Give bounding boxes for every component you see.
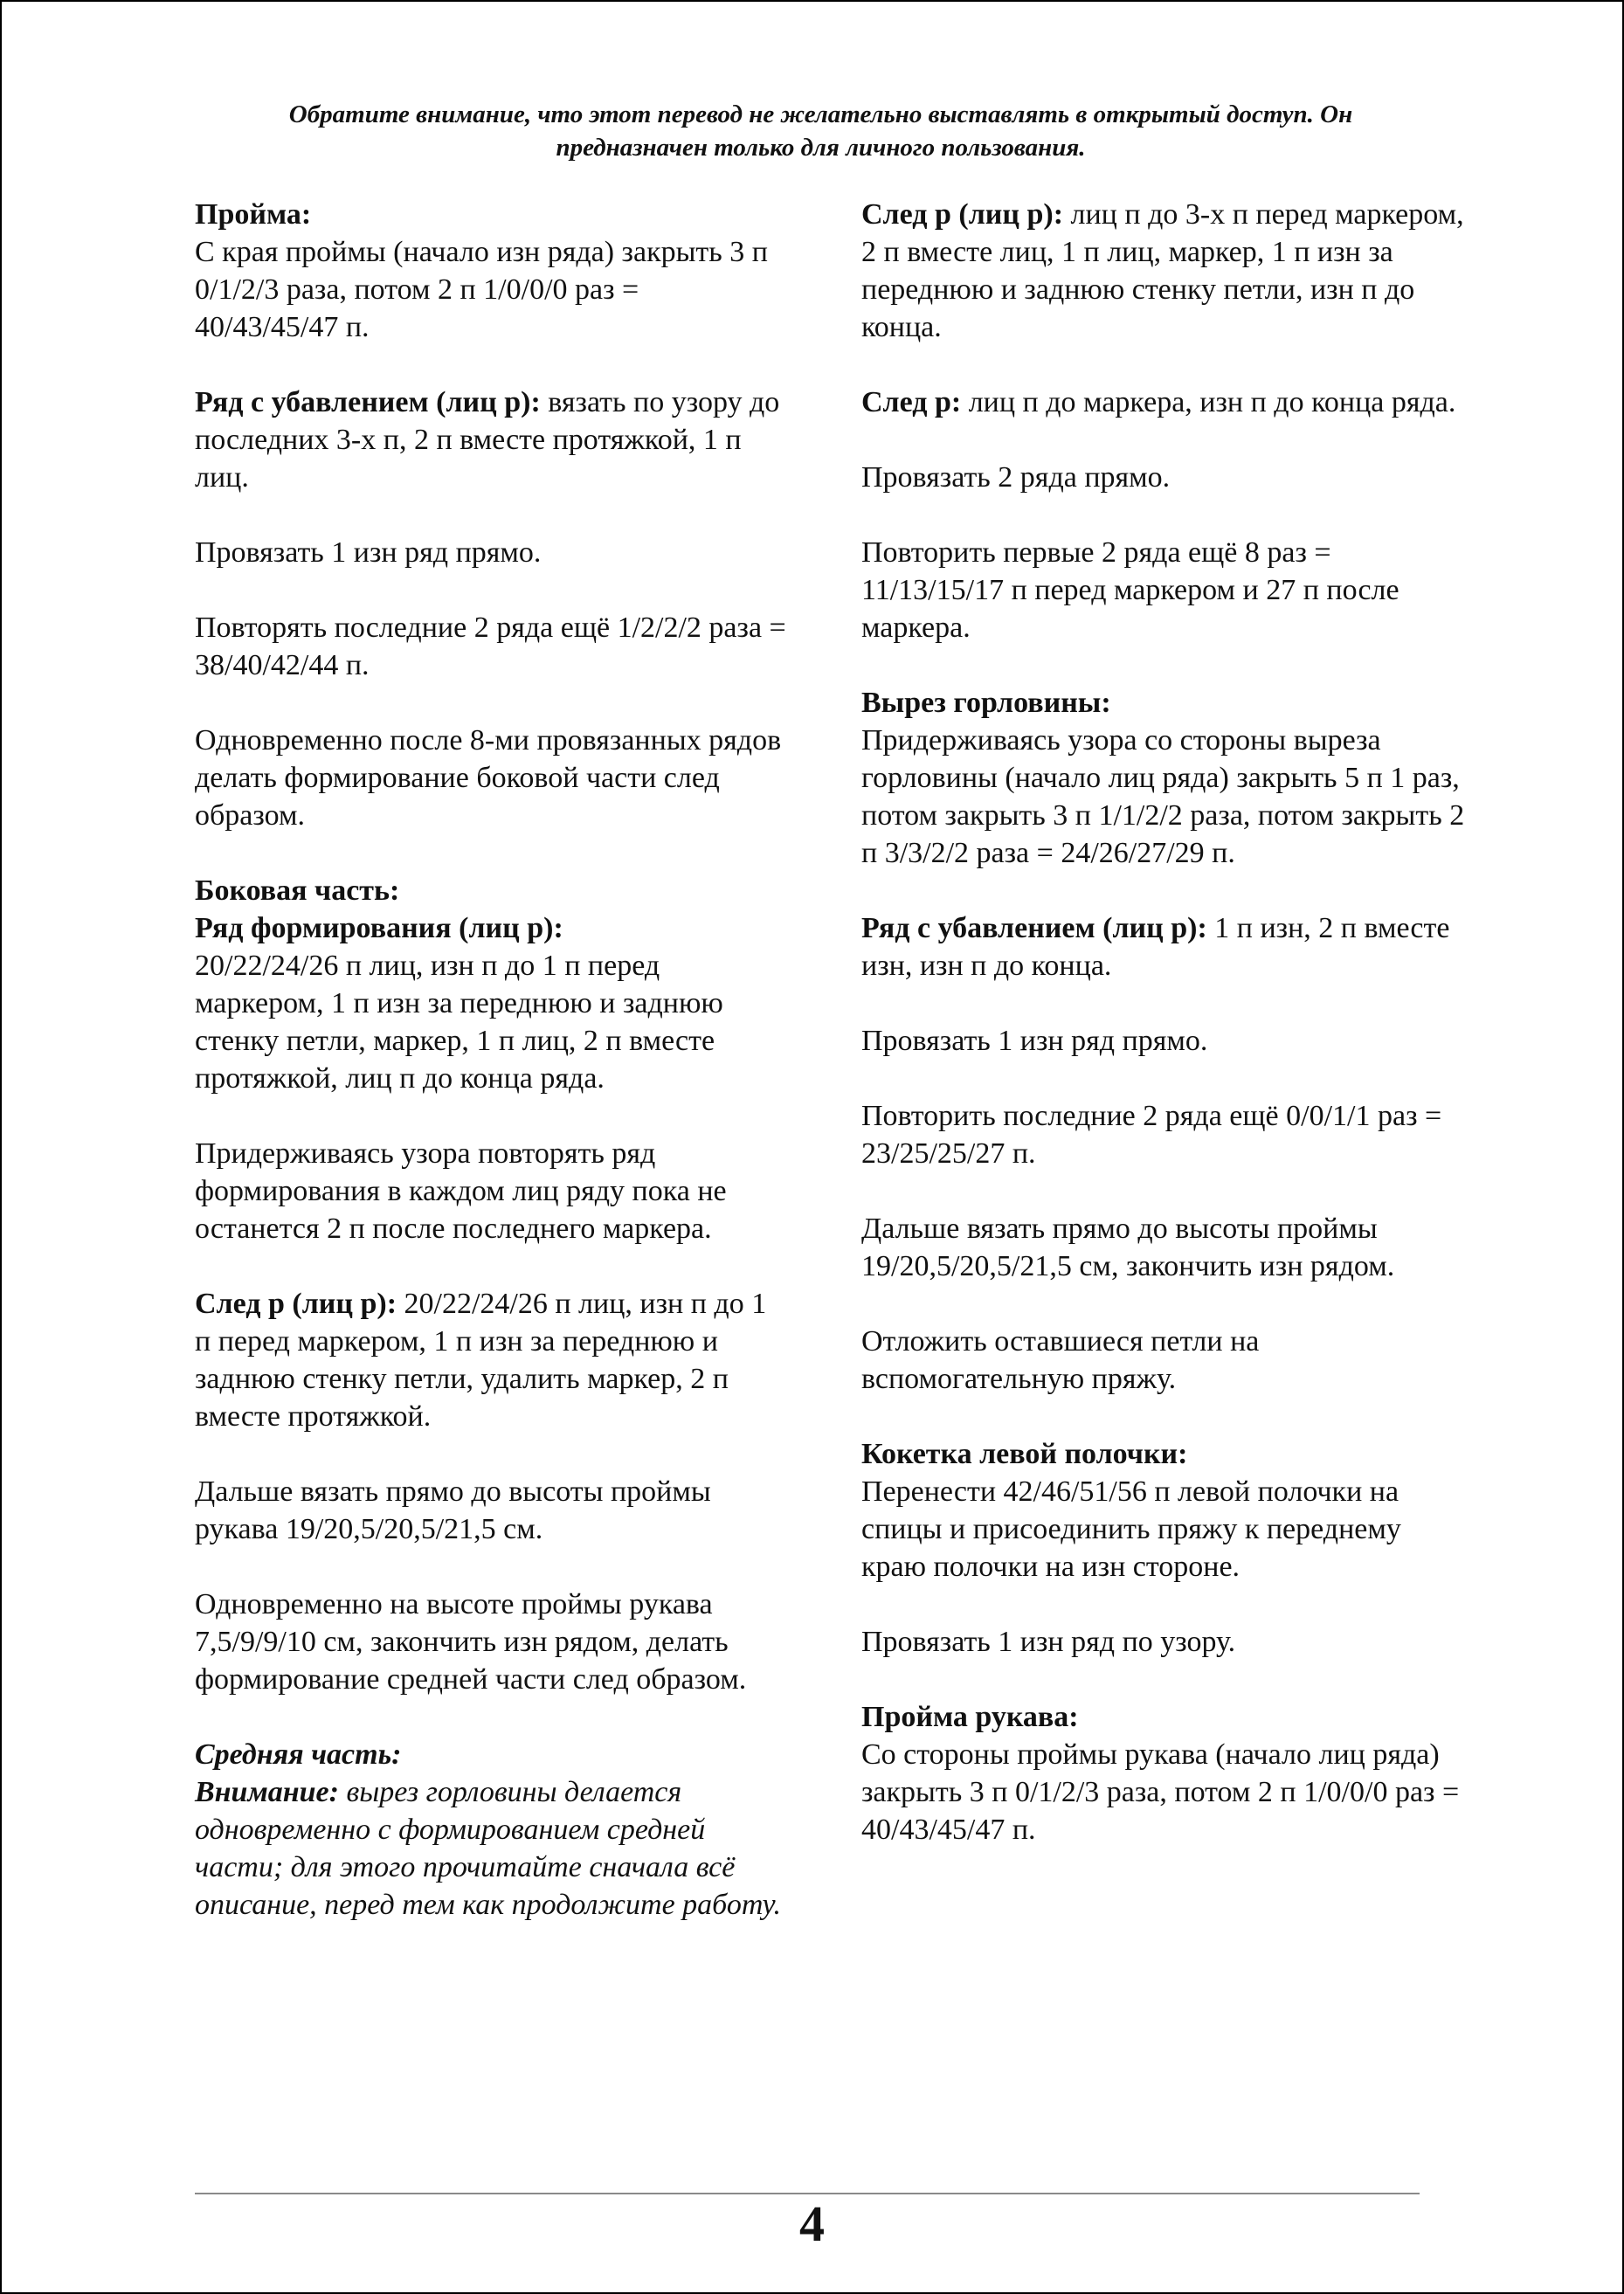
paragraph-purl-row: Провязать 1 изн ряд прямо.: [195, 536, 542, 569]
paragraph-next-row: [195, 1285, 789, 1435]
paragraph-simultaneously: Одновременно после 8-ми провязанных рядов делать формирование боковой части след образом.: [195, 724, 782, 832]
paragraph-text: Со стороны проймы рукава (начало лиц ряда) закрыть 3 п 0/1/2/3 раза, потом 2 п 1/0/0/0 раз = 40/43/45/47 п.: [861, 1738, 1460, 1846]
paragraph-side-part: [195, 872, 789, 1097]
lead-next-row-2: След р:: [861, 386, 962, 418]
paragraph-knit-straight: Дальше вязать прямо до высоты проймы рукава 19/20,5/20,5/21,5 см.: [195, 1475, 711, 1545]
paragraph-repeat-shaping: Придерживаясь узора повторять ряд формирования в каждом лиц ряду пока не останется 2 п после последнего маркера.: [195, 1137, 727, 1245]
paragraph-next-row-rs: [861, 196, 1473, 346]
paragraph-text: 20/22/24/26 п лиц, изн п до 1 п перед маркером, 1 п изн за переднюю и заднюю стенку петли, удалить маркер, 2 п вместе протяжкой.: [195, 1288, 767, 1433]
paragraph-put-aside: Отложить оставшиеся петли на вспомогательную пряжу.: [861, 1325, 1260, 1395]
paragraph-neckline: [861, 684, 1473, 872]
paragraph-middle-shaping: Одновременно на высоте проймы рукава 7,5/9/9/10 см, закончить изн рядом, делать формирование средней части след образом.: [195, 1588, 747, 1696]
paragraph-text: 20/22/24/26 п лиц, изн п до 1 п перед маркером, 1 п изн за переднюю и заднюю стенку петли, маркер, 1 п лиц, 2 п вместе протяжкой, лиц п до конца ряда.: [195, 950, 723, 1095]
heading-left-yoke: Кокетка левой полочки:: [861, 1438, 1188, 1470]
subheading-shaping-row: Ряд формирования (лиц р):: [195, 912, 563, 944]
lead-decrease-row-right: Ряд с убавлением (лиц р):: [861, 912, 1207, 944]
paragraph-text: вязать по узору до последних 3-х п, 2 п вместе протяжкой, 1 п лиц.: [195, 386, 780, 494]
paragraph-purl-row-right: Провязать 1 изн ряд прямо.: [861, 1025, 1208, 1057]
paragraph-text: С края проймы (начало изн ряда) закрыть 3 п 0/1/2/3 раза, потом 2 п 1/0/0/0 раз = 40/43/45/47 п.: [195, 236, 768, 343]
lead-decrease-row: Ряд с убавлением (лиц р):: [195, 386, 541, 418]
left-column: [195, 196, 789, 1961]
paragraph-text: вырез горловины делается одновременно с формированием средней части; для этого прочитайте сначала всё описание, перед тем как продолжите работу.: [195, 1776, 781, 1921]
heading-neckline: Вырез горловины:: [861, 687, 1111, 719]
lead-next-row: След р (лиц р):: [195, 1288, 397, 1320]
heading-middle-part: Средняя часть:: [195, 1738, 402, 1771]
paragraph-two-rows-straight: Провязать 2 ряда прямо.: [861, 461, 1171, 494]
heading-side-part: Боковая часть:: [195, 874, 400, 907]
paragraph-repeat-last-rows: Повторить последние 2 ряда ещё 0/0/1/1 раз = 23/25/25/27 п.: [861, 1100, 1442, 1170]
privacy-notice: Обратите внимание, что этот перевод не желательно выставлять в открытый доступ. Он предназначен только для личного пользования.: [288, 100, 1353, 162]
paragraph-repeat-first-rows: Повторить первые 2 ряда ещё 8 раз = 11/13/15/17 п перед маркером и 27 п после маркера.: [861, 536, 1399, 644]
paragraph-sleeve-armhole: [861, 1698, 1473, 1848]
paragraph-repeat-rows: Повторять последние 2 ряда ещё 1/2/2/2 раза = 38/40/42/44 п.: [195, 612, 786, 681]
page-number: 4: [799, 2195, 825, 2252]
paragraph-middle-part: [195, 1736, 789, 1924]
paragraph-text: Перенести 42/46/51/56 п левой полочки на спицы и присоединить пряжу к переднему краю полочки на изн стороне.: [861, 1475, 1401, 1583]
paragraph-text: лиц п до маркера, изн п до конца ряда.: [961, 386, 1456, 418]
heading-armhole: Пройма:: [195, 198, 312, 231]
paragraph-decrease-row-right: [861, 909, 1473, 985]
paragraph-purl-row-pattern: Провязать 1 изн ряд по узору.: [861, 1626, 1236, 1658]
heading-sleeve-armhole: Пройма рукава:: [861, 1701, 1079, 1733]
paragraph-knit-to-height: Дальше вязать прямо до высоты проймы 19/20,5/20,5/21,5 см, закончить изн рядом.: [861, 1213, 1395, 1282]
paragraph-text: лиц п до 3-х п перед маркером, 2 п вместе лиц, 1 п лиц, маркер, 1 п изн за переднюю и заднюю стенку петли, изн п до конца.: [861, 198, 1464, 343]
paragraph-decrease-row: [195, 383, 789, 496]
lead-next-row-rs: След р (лиц р):: [861, 198, 1064, 231]
right-column: [861, 196, 1473, 1886]
paragraph-text: 1 п изн, 2 п вместе изн, изн п до конца.: [861, 912, 1450, 982]
lead-attention: Внимание:: [195, 1776, 339, 1808]
paragraph-next-row-2: [861, 383, 1473, 421]
paragraph-left-yoke: [861, 1435, 1473, 1586]
paragraph-armhole: [195, 196, 789, 346]
paragraph-text: Придерживаясь узора со стороны выреза горловины (начало лиц ряда) закрыть 5 п 1 раз, потом закрыть 3 п 1/1/2/2 раза, потом закрыть 2 п 3/3/2/2 раза = 24/26/27/29 п.: [861, 724, 1465, 869]
